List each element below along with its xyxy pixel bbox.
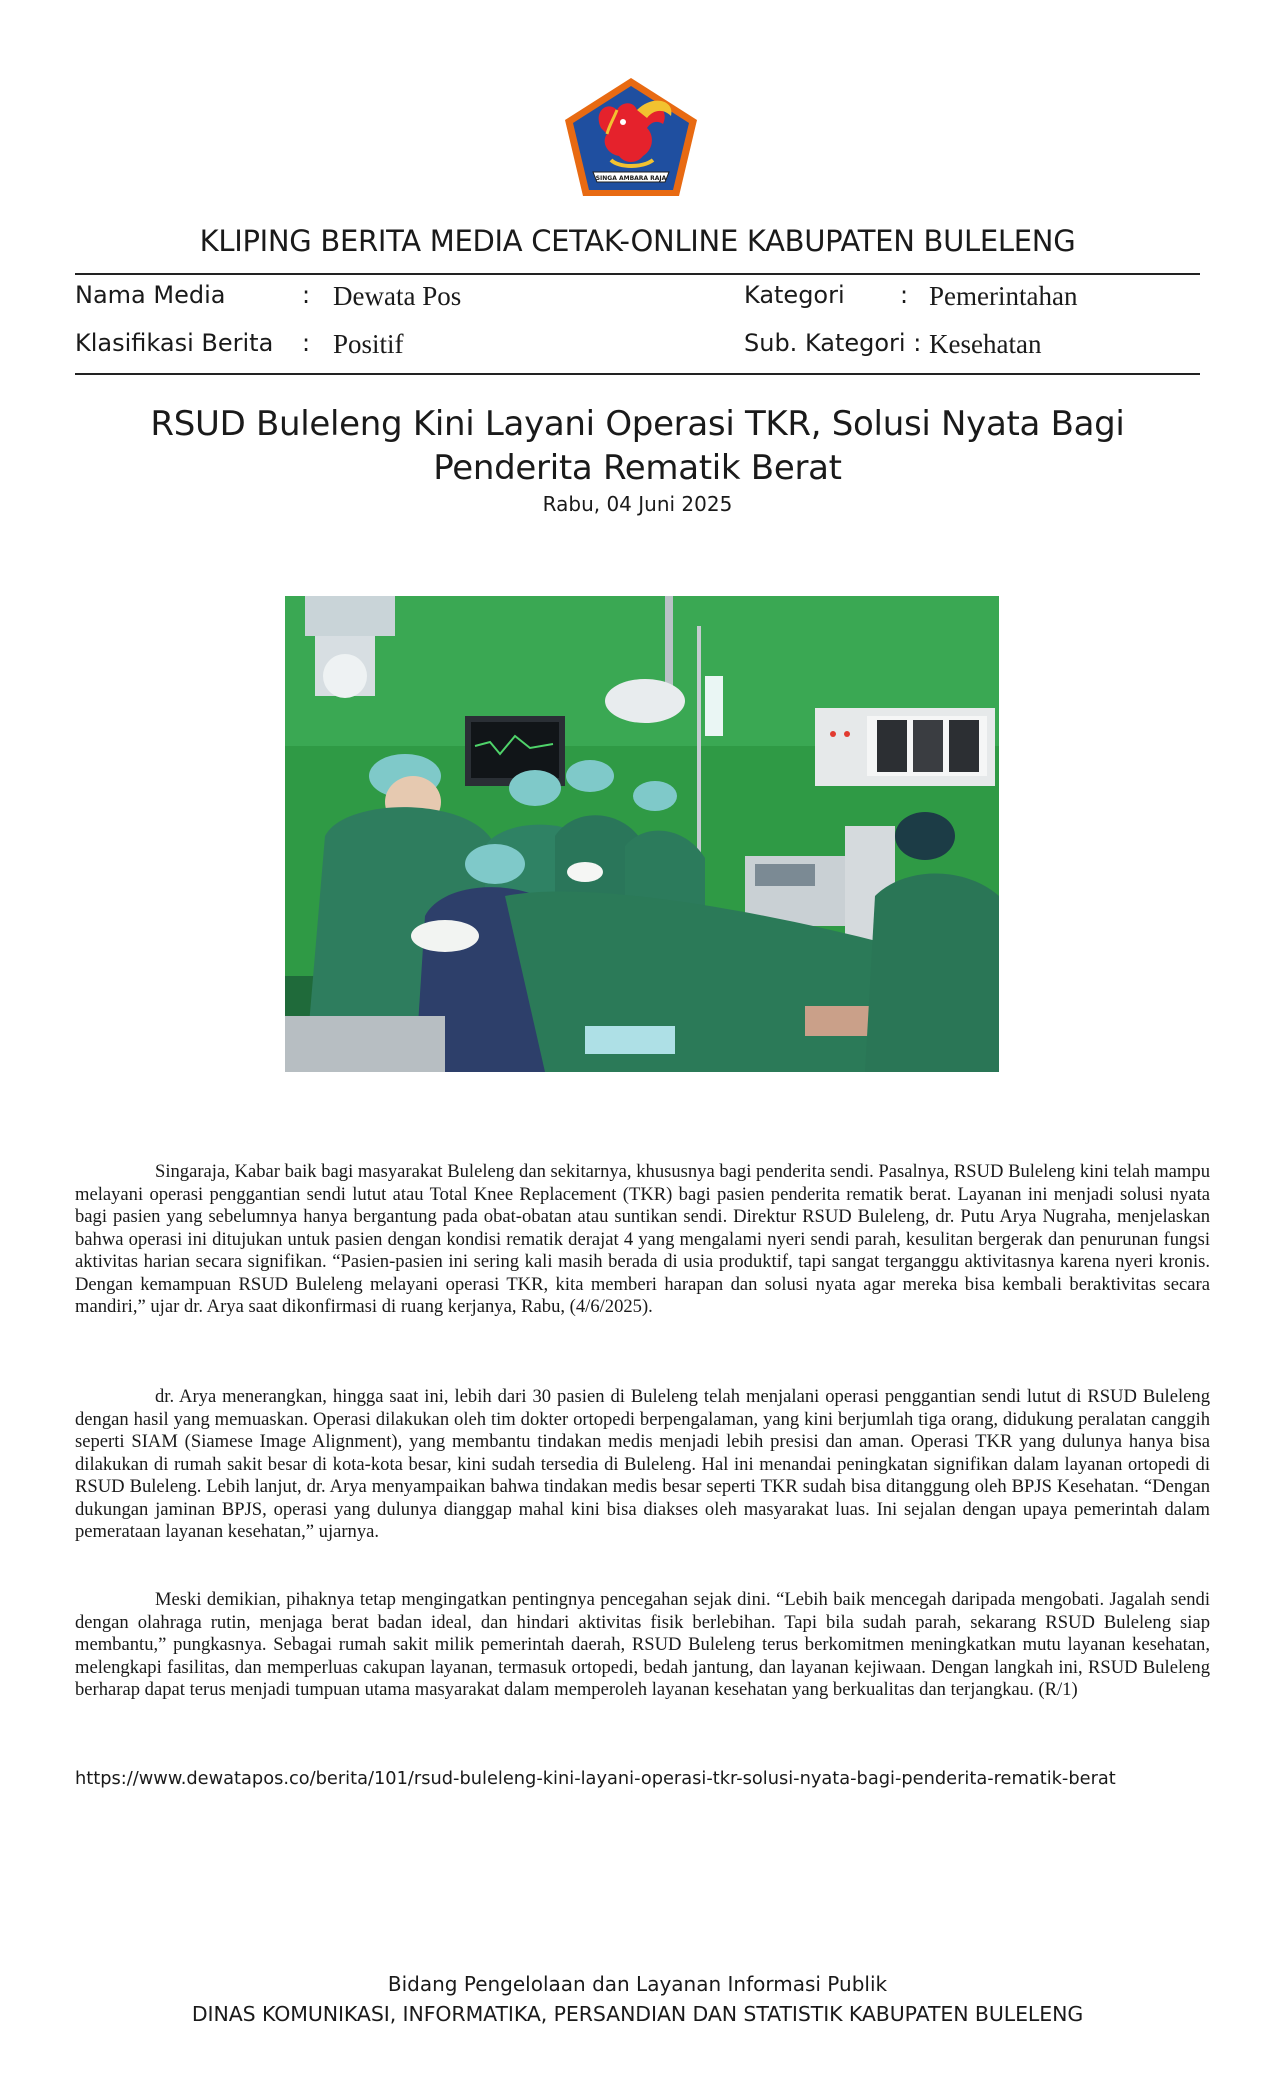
footer-agency: DINAS KOMUNIKASI, INFORMATIKA, PERSANDIAN DAN STATISTIK KABUPATEN BULELENG xyxy=(191,2002,1084,2026)
article-date: Rabu, 04 Juni 2025 xyxy=(542,492,733,516)
nama-media-value: Dewata Pos xyxy=(333,281,462,311)
header-divider-bottom xyxy=(75,373,1200,375)
nama-media-label: Nama Media xyxy=(75,281,226,309)
buleleng-emblem-logo xyxy=(563,76,699,198)
nama-media-colon: : xyxy=(302,281,311,309)
surgery-photo xyxy=(285,596,999,1072)
header-divider-top xyxy=(75,273,1200,275)
klasifikasi-colon: : xyxy=(302,329,311,357)
emblem-motto: SINGA AMBARA RAJA xyxy=(595,175,667,182)
kategori-value: Pemerintahan xyxy=(929,281,1078,311)
article-paragraph-2: dr. Arya menerangkan, hingga saat ini, lebih dari 30 pasien di Buleleng telah menjalani operasi penggantian sendi lutut di RSUD Buleleng dengan hasil yang memuaskan. Operasi dilakukan oleh tim dokter ortopedi berpengalaman, yang kini berjumlah tiga orang, didukung peralatan canggih seperti SIAM (Siamese Image Alignment), yang membantu tindakan medis menjadi lebih presisi dan aman. Operasi TKR yang dulunya hanya bisa dilakukan di rumah sakit besar di kota-kota besar, kini sudah tersedia di Buleleng. Hal ini menandai peningkatan signifikan dalam layanan ortopedi di RSUD Buleleng. Lebih lanjut, dr. Arya menyampaikan bahwa tindakan medis besar seperti TKR sudah bisa ditanggung oleh BPJS Kesehatan. “Dengan dukungan jaminan BPJS, operasi yang dulunya dianggap mahal kini bisa diakses oleh masyarakat luas. Ini sejalan dengan upaya pemerintah dalam pemerataan layanan kesehatan,” ujarnya. xyxy=(75,1386,1210,1542)
footer-department: Bidang Pengelolaan dan Layanan Informasi Publik xyxy=(387,1972,888,1996)
kategori-colon: : xyxy=(900,281,909,309)
klasifikasi-value: Positif xyxy=(333,329,404,359)
klasifikasi-label: Klasifikasi Berita xyxy=(75,329,274,357)
clipping-header-title: KLIPING BERITA MEDIA CETAK-ONLINE KABUPATEN BULELENG xyxy=(199,224,1076,258)
source-url-link[interactable]: https://www.dewatapos.co/berita/101/rsud-buleleng-kini-layani-operasi-tkr-solusi-nyata-bagi-penderita-rematik-berat xyxy=(75,1768,1116,1789)
article-paragraph-3: Meski demikian, pihaknya tetap mengingatkan pentingnya pencegahan sejak dini. “Lebih baik mencegah daripada mengobati. Jagalah sendi dengan olahraga rutin, menjaga berat badan ideal, dan hindari aktivitas fisik berlebihan. Tapi bila sudah parah, sekarang RSUD Buleleng siap membantu,” pungkasnya. Sebagai rumah sakit milik pemerintah daerah, RSUD Buleleng terus berkomitmen meningkatkan mutu layanan kesehatan, melengkapi fasilitas, dan memperluas cakupan layanan, termasuk ortopedi, bedah jantung, dan layanan kejiwaan. Dengan langkah ini, RSUD Buleleng berharap dapat terus menjadi tumpuan utama masyarakat dalam memperoleh layanan kesehatan yang berkualitas dan terjangkau. (R/1) xyxy=(75,1589,1210,1700)
article-title: RSUD Buleleng Kini Layani Operasi TKR, Solusi Nyata Bagi Penderita Rematik Berat xyxy=(150,404,1125,488)
sub-kategori-value: Kesehatan xyxy=(929,329,1042,359)
sub-kategori-label: Sub. Kategori : xyxy=(744,329,922,357)
kategori-label: Kategori xyxy=(744,281,845,309)
article-paragraph-1: Singaraja, Kabar baik bagi masyarakat Buleleng dan sekitarnya, khususnya bagi penderita sendi. Pasalnya, RSUD Buleleng kini telah mampu melayani operasi penggantian sendi lutut atau Total Knee Replacement (TKR) bagi pasien penderita rematik berat. Layanan ini menjadi solusi nyata bagi pasien yang sebelumnya hanya bergantung pada obat-obatan atau suntikan sendi. Direktur RSUD Buleleng, dr. Putu Arya Nugraha, menjelaskan bahwa operasi ini ditujukan untuk pasien dengan kondisi rematik derajat 4 yang mengalami nyeri sendi parah, kesulitan bergerak dan penurunan fungsi aktivitas harian secara signifikan. “Pasien-pasien ini sering kali masih berada di usia produktif, tapi sangat terganggu aktivitasnya karena nyeri kronis. Dengan kemampuan RSUD Buleleng melayani operasi TKR, kita memberi harapan dan solusi nyata agar mereka bisa kembali beraktivitas secara mandiri,” ujar dr. Arya saat dikonfirmasi di ruang kerjanya, Rabu, (4/6/2025). xyxy=(75,1161,1210,1317)
